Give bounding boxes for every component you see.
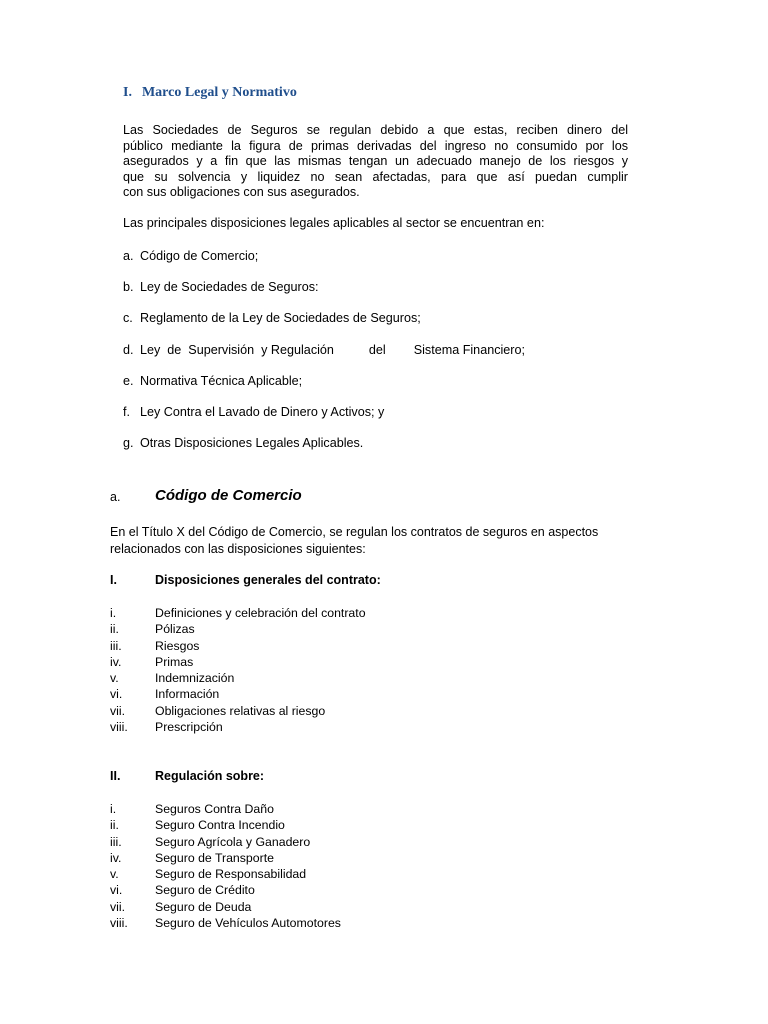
intro-paragraph bbox=[123, 123, 628, 201]
general-provisions-list bbox=[110, 605, 366, 735]
subsection-title: Código de Comercio bbox=[155, 487, 302, 504]
list-item: vi. Seguro de Crédito bbox=[110, 883, 255, 898]
list-item: a. Código de Comercio; bbox=[123, 249, 259, 263]
list-item: v. Seguro de Responsabilidad bbox=[110, 867, 307, 882]
section-heading bbox=[123, 85, 297, 101]
subsection-letter: a. bbox=[110, 490, 121, 504]
dispositions-list bbox=[123, 247, 525, 465]
list-item: f. Ley Contra el Lavado de Dinero y Activos; y bbox=[123, 404, 385, 419]
list-item: vii. Seguro de Deuda bbox=[110, 899, 252, 914]
list-item: ii. Pólizas bbox=[110, 622, 195, 637]
part-numeral: II. bbox=[110, 769, 121, 783]
lead-sentence: Las principales disposiciones legales aplicables al sector se encuentran en: bbox=[123, 216, 545, 230]
paragraph-line: asegurados y a fin que las mismas tengan un adecuado manejo de los riesgos y bbox=[123, 154, 628, 169]
paragraph-line: que su solvencia y liquidez no sean afectadas, para que así puedan cumplir bbox=[123, 169, 628, 184]
list-item: b. Ley de Sociedades de Seguros: bbox=[123, 280, 319, 295]
paragraph-line: Las Sociedades de Seguros se regulan debido a que estas, reciben dinero del bbox=[123, 123, 628, 137]
list-item: g. Otras Disposiciones Legales Aplicables. bbox=[123, 436, 364, 451]
list-item: iii. Riesgos bbox=[110, 638, 200, 653]
part-title: Disposiciones generales del contrato: bbox=[155, 573, 381, 587]
list-item: viii. Seguro de Vehículos Automotores bbox=[110, 916, 341, 931]
list-item: e. Normativa Técnica Aplicable; bbox=[123, 373, 303, 388]
list-item: iv. Primas bbox=[110, 654, 194, 669]
list-item: i. Seguros Contra Daño bbox=[110, 802, 274, 816]
list-item: iv. Seguro de Transporte bbox=[110, 850, 274, 865]
paragraph-line: público mediante la figura de primas derivadas del ingreso no consumido por los bbox=[123, 138, 628, 153]
section-title: Marco Legal y Normativo bbox=[141, 85, 297, 100]
part-numeral: I. bbox=[110, 573, 117, 587]
list-item: vii. Obligaciones relativas al riesgo bbox=[110, 703, 326, 718]
section-number: I. bbox=[123, 85, 132, 100]
insurance-types-list bbox=[110, 801, 341, 931]
list-item: v. Indemnización bbox=[110, 671, 235, 686]
list-item: ii. Seguro Contra Incendio bbox=[110, 818, 285, 833]
part-title: Regulación sobre: bbox=[155, 769, 265, 783]
list-item: iii. Seguro Agrícola y Ganadero bbox=[110, 834, 311, 849]
list-item: i. Definiciones y celebración del contrato bbox=[110, 606, 366, 620]
paragraph-line: En el Título X del Código de Comercio, se regulan los contratos de seguros en aspectos bbox=[110, 525, 599, 539]
paragraph-line: relacionados con las disposiciones siguientes: bbox=[110, 541, 366, 556]
list-item: viii. Prescripción bbox=[110, 720, 223, 735]
list-item: c. Reglamento de la Ley de Sociedades de Seguros; bbox=[123, 311, 421, 326]
subsection-paragraph bbox=[110, 524, 610, 557]
paragraph-line: con sus obligaciones con sus asegurados. bbox=[123, 185, 360, 200]
list-item: d. Ley de Supervisión y Regulación del Sistema Financiero; bbox=[123, 342, 525, 357]
list-item: vi. Información bbox=[110, 687, 220, 702]
